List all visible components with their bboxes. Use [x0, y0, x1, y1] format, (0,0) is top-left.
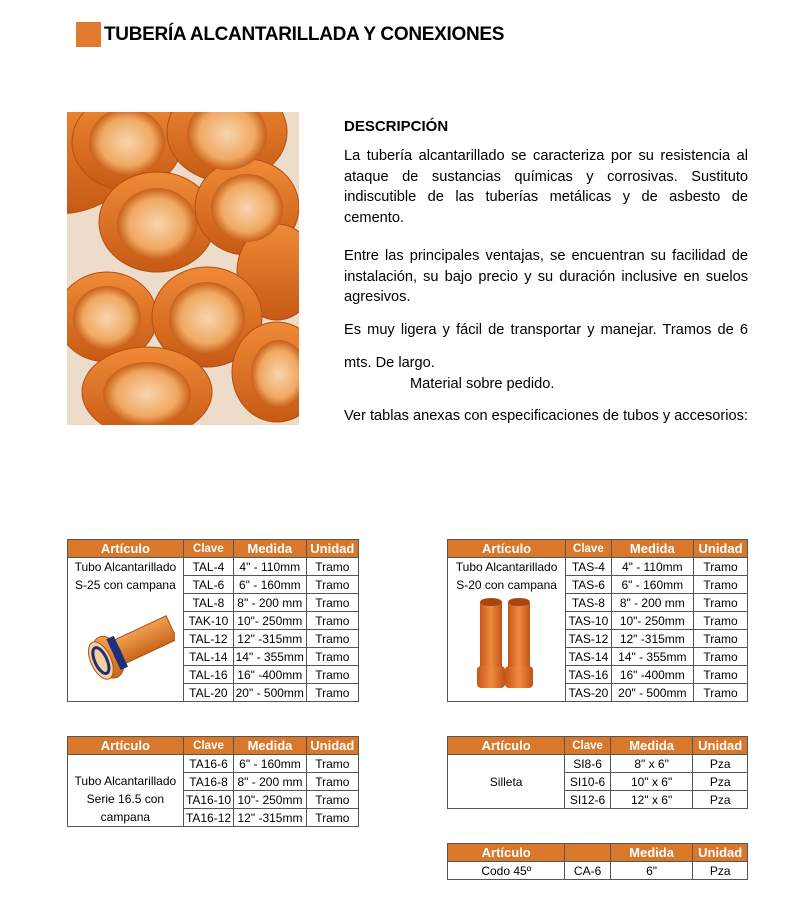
page-header — [76, 22, 504, 47]
table-cell: Tramo — [306, 773, 358, 791]
table-cell: CA-6 — [565, 862, 610, 880]
table-cell: Tramo — [306, 791, 358, 809]
table-cell: 6" - 160mm — [234, 755, 306, 773]
table-cell: 16" -400mm — [233, 666, 306, 684]
table-cell: Tramo — [694, 648, 748, 666]
description-paragraph-3: Es muy ligera y fácil de transportar y manejar. Tramos de 6 mts. De largo. — [344, 321, 748, 371]
table-cell: SI10-6 — [565, 773, 611, 791]
articulo-cell — [448, 558, 566, 702]
table-cell: 8" - 200 mm — [611, 594, 693, 612]
table-cell: 6" - 160mm — [611, 576, 693, 594]
table-cell: Pza — [693, 755, 748, 773]
articulo-cell: Silleta — [448, 755, 565, 809]
table-cell: TAS-10 — [566, 612, 611, 630]
articulo-cell — [68, 558, 184, 702]
col-medida: Medida — [610, 737, 693, 755]
table-cell: Tramo — [694, 630, 748, 648]
table-cell: TAL-14 — [183, 648, 233, 666]
table-cell: 6" - 160mm — [233, 576, 306, 594]
table-cell: TAK-10 — [183, 612, 233, 630]
table-cell: 10"- 250mm — [234, 791, 306, 809]
table-cell: Pza — [693, 862, 748, 880]
col-medida: Medida — [234, 737, 306, 755]
table-cell: 12" -315mm — [234, 809, 306, 827]
table-cell: 6" — [610, 862, 693, 880]
table-cell: Tramo — [306, 612, 358, 630]
table-cell: Codo 45º — [448, 862, 565, 880]
table-cell: Tramo — [694, 666, 748, 684]
col-medida: Medida — [610, 844, 693, 862]
table-cell: Tramo — [694, 594, 748, 612]
articulo-line-2: S-20 con campana — [456, 578, 557, 592]
table-cell: 16" -400mm — [611, 666, 693, 684]
table-cell: Tramo — [306, 558, 358, 576]
table-cell: Tramo — [694, 558, 748, 576]
table-cell: TAS-4 — [566, 558, 611, 576]
description-heading: DESCRIPCIÓN — [344, 118, 449, 135]
col-clave: Clave — [183, 540, 233, 558]
col-unidad: Unidad — [693, 844, 748, 862]
table-cell: 4" - 110mm — [233, 558, 306, 576]
col-unidad: Unidad — [306, 737, 358, 755]
table-cell: TAS-6 — [566, 576, 611, 594]
table-cell: Pza — [693, 773, 748, 791]
pipe-fitting-image — [75, 596, 175, 691]
table-cell: TAL-16 — [183, 666, 233, 684]
table-cell: 12" -315mm — [611, 630, 693, 648]
title-square-icon — [76, 22, 101, 47]
table-codo — [447, 843, 748, 880]
col-clave: Clave — [183, 737, 234, 755]
articulo-line-1: Tubo Alcantarillado — [455, 560, 558, 574]
table-cell: TA16-6 — [183, 755, 234, 773]
page-title: TUBERÍA ALCANTARILLADA Y CONEXIONES — [104, 23, 505, 45]
table-cell: TAS-16 — [566, 666, 611, 684]
table-cell: 4" - 110mm — [611, 558, 693, 576]
table-cell: Tramo — [306, 666, 358, 684]
col-articulo: Artículo — [448, 540, 566, 558]
col-clave: Clave — [565, 737, 611, 755]
col-articulo: Artículo — [448, 844, 565, 862]
table-cell: Tramo — [694, 612, 748, 630]
col-unidad: Unidad — [694, 540, 748, 558]
table-cell: Tramo — [306, 684, 358, 702]
table-cell: TAL-12 — [183, 630, 233, 648]
articulo-line-2: Serie 16.5 con — [86, 792, 165, 806]
table-cell: TAL-20 — [183, 684, 233, 702]
articulo-line-3: campana — [100, 810, 151, 824]
table-cell: 12" x 6" — [610, 791, 693, 809]
col-articulo: Artículo — [68, 540, 184, 558]
table-cell: TAS-20 — [566, 684, 611, 702]
description-paragraph-2: Entre las principales ventajas, se encuentran su facilidad de instalación, su bajo precio y su duración inclusive en suelos agresivos. — [344, 248, 748, 305]
col-unidad: Unidad — [693, 737, 748, 755]
table-cell: 8" x 6" — [610, 755, 693, 773]
description-paragraph-4: Material sobre pedido. — [410, 375, 555, 392]
table-cell: 12" -315mm — [233, 630, 306, 648]
table-cell: 10"- 250mm — [233, 612, 306, 630]
table-cell: Tramo — [306, 594, 358, 612]
table-cell: TAL-4 — [183, 558, 233, 576]
description-section — [344, 118, 748, 425]
table-silleta — [447, 736, 748, 809]
col-articulo: Artículo — [68, 737, 184, 755]
table-cell: TAS-8 — [566, 594, 611, 612]
pipes-photo — [67, 112, 299, 425]
table-cell: Tramo — [306, 755, 358, 773]
table-cell: TA16-12 — [183, 809, 234, 827]
articulo-cell — [68, 755, 184, 827]
col-clave: Clave — [566, 540, 611, 558]
table-cell: 10"- 250mm — [611, 612, 693, 630]
col-medida: Medida — [233, 540, 306, 558]
table-s25 — [67, 539, 359, 702]
pipes-image — [462, 594, 552, 694]
table-cell: Tramo — [306, 576, 358, 594]
table-cell: Pza — [693, 791, 748, 809]
col-unidad: Unidad — [306, 540, 358, 558]
table-cell: 14" - 355mm — [233, 648, 306, 666]
table-cell: 8" - 200 mm — [234, 773, 306, 791]
table-cell: TAS-12 — [566, 630, 611, 648]
table-cell: SI12-6 — [565, 791, 611, 809]
table-cell: 20" - 500mm — [233, 684, 306, 702]
table-cell: Tramo — [306, 809, 358, 827]
table-s20 — [447, 539, 748, 702]
articulo-line-1: Tubo Alcantarillado — [74, 774, 177, 788]
table-cell: 8" - 200 mm — [233, 594, 306, 612]
table-serie165 — [67, 736, 359, 827]
col-articulo: Artículo — [448, 737, 565, 755]
table-cell: TAL-8 — [183, 594, 233, 612]
table-cell: Tramo — [306, 630, 358, 648]
col-clave-empty — [565, 844, 610, 862]
articulo-line-2: S-25 con campana — [75, 578, 176, 592]
table-cell: TA16-8 — [183, 773, 234, 791]
table-cell: TA16-10 — [183, 791, 234, 809]
table-cell: SI8-6 — [565, 755, 611, 773]
description-paragraph-1: La tubería alcantarillado se caracteriza por su resistencia al ataque de sustancias químicas y corrosivas. Sustituto indiscutible de las tuberías metálicas y de asbesto de cemento. — [344, 148, 748, 226]
table-cell: 10" x 6" — [610, 773, 693, 791]
table-cell: 14" - 355mm — [611, 648, 693, 666]
col-medida: Medida — [611, 540, 693, 558]
articulo-line-1: Tubo Alcantarillado — [74, 560, 177, 574]
table-cell: TAS-14 — [566, 648, 611, 666]
table-cell: TAL-6 — [183, 576, 233, 594]
description-paragraph-5: Ver tablas anexas con especificaciones de tubos y accesorios: — [344, 408, 748, 424]
table-cell: Tramo — [694, 684, 748, 702]
table-cell: 20" - 500mm — [611, 684, 693, 702]
table-cell: Tramo — [306, 648, 358, 666]
table-cell: Tramo — [694, 576, 748, 594]
